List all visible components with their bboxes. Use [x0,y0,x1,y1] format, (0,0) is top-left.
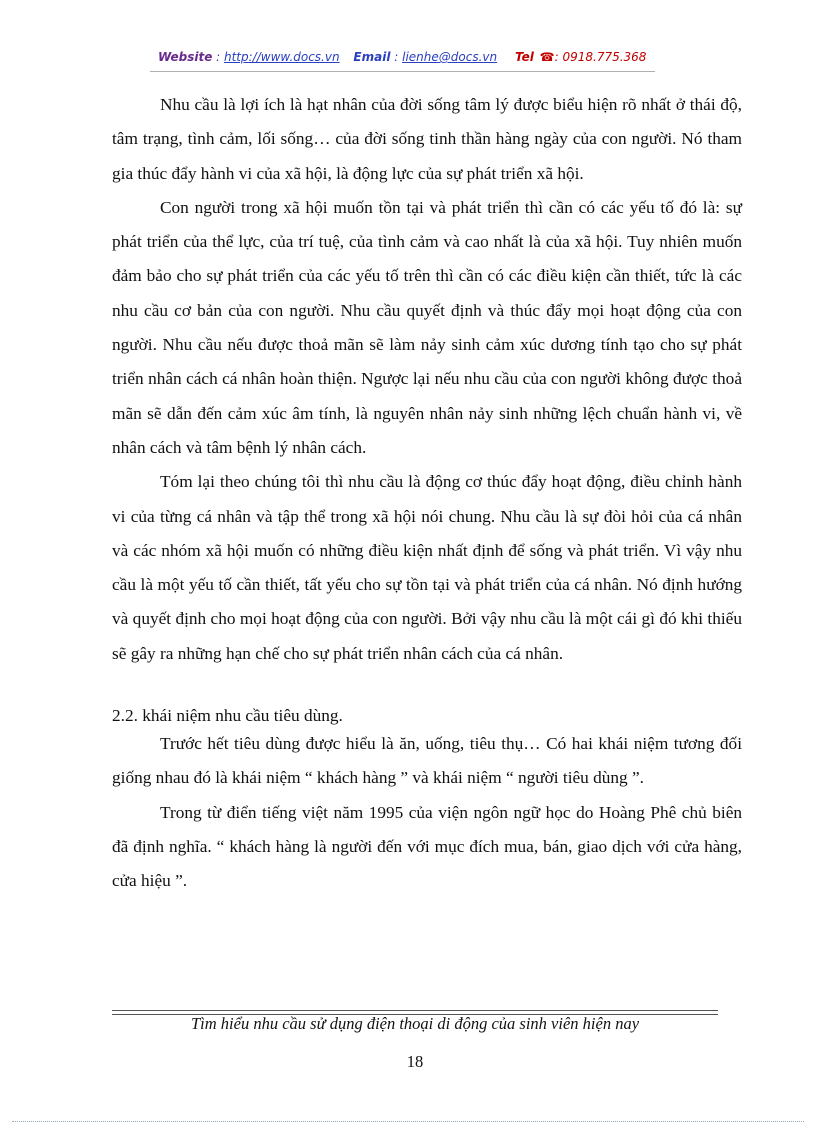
tel-separator: : [554,50,563,64]
paragraph: Trong từ điển tiếng việt năm 1995 của viện ngôn ngữ học do Hoàng Phê chủ biên đã định nghĩa. “ khách hàng là người đến với mục đích mua, bán, giao dịch với cửa hàng, cửa hiệu ”. [112,802,742,891]
paragraph: Tóm lại theo chúng tôi thì nhu cầu là động cơ thúc đẩy hoạt động, điều chỉnh hành vi của từng cá nhân và tập thể trong xã hội nói chung. Nhu cầu là sự đòi hỏi của cá nhân và các nhóm xã hội muốn có những điều kiện nhất định để sống và phát triển. Vì vậy nhu cầu là một yếu tố cần thiết, tất yếu cho sự tồn tại và phát triển của cá nhân. Nó định hướng và quyết định cho mọi hoạt động của con người. Bởi vậy nhu cầu là một cái gì đó khi thiếu sẽ gây ra những hạn chế cho sự phát triển nhân cách của cá nhân. [112,472,742,663]
paragraph: Con người trong xã hội muốn tồn tại và phát triển thì cần có các yếu tố đó là: sự phát triển của thể lực, của trí tuệ, của tình cảm và cao nhất là của xã hội. Tuy nhiên muốn đảm bảo cho sự phát triển của các yếu tố trên thì cần có các điều kiện cần thiết, tức là các nhu cầu cơ bản của con người. Nhu cầu quyết định và thúc đẩy mọi hoạt động của con người. Nhu cầu nếu được thoả mãn sẽ làm nảy sinh cảm xúc dương tính tạo cho sự phát triển nhân cách cá nhân hoàn thiện. Ngược lại nếu nhu cầu của con người không được thoả mãn sẽ dẫn đến cảm xúc âm tính, là nguyên nhân nảy sinh những lệch chuẩn hành vi, về nhân cách và tâm bệnh lý nhân cách. [112,197,742,457]
website-label: Website [158,50,213,64]
email-label: Email [353,50,391,64]
website-link[interactable]: http://www.docs.vn [224,50,340,64]
website-separator: : [212,50,224,64]
section-heading: 2.2. khái niệm nhu cầu tiêu dùng. [112,706,343,726]
page-number: 18 [406,1052,424,1071]
email-separator: : [390,50,403,64]
phone-icon: ☎ [539,50,555,64]
document-body [112,88,742,899]
tel-value: 0918.775.368 [562,50,647,64]
footer-title: Tìm hiểu nhu cầu sử dụng điện thoại di động của sinh viên hiện nay [190,1014,640,1033]
paragraph: Nhu cầu là lợi ích là hạt nhân của đời sống tâm lý được biểu hiện rõ nhất ở thái độ, tâm trạng, tình cảm, lối sống… của đời sống tinh thần hàng ngày của con người. Nó tham gia thúc đẩy hành vi của xã hội, là động lực của sự phát triển xã hội. [112,95,742,183]
page-header [158,50,658,70]
page-edge-border [12,1121,804,1122]
email-link[interactable]: lienhe@docs.vn [402,50,498,64]
tel-label: Tel [514,50,534,64]
spacer [112,671,742,705]
header-divider [150,71,655,72]
paragraph: Trước hết tiêu dùng được hiểu là ăn, uống, tiêu thụ… Có hai khái niệm tương đối giống nhau đó là khái niệm “ khách hàng ” và khái niệm “ người tiêu dùng ”. [112,734,742,788]
